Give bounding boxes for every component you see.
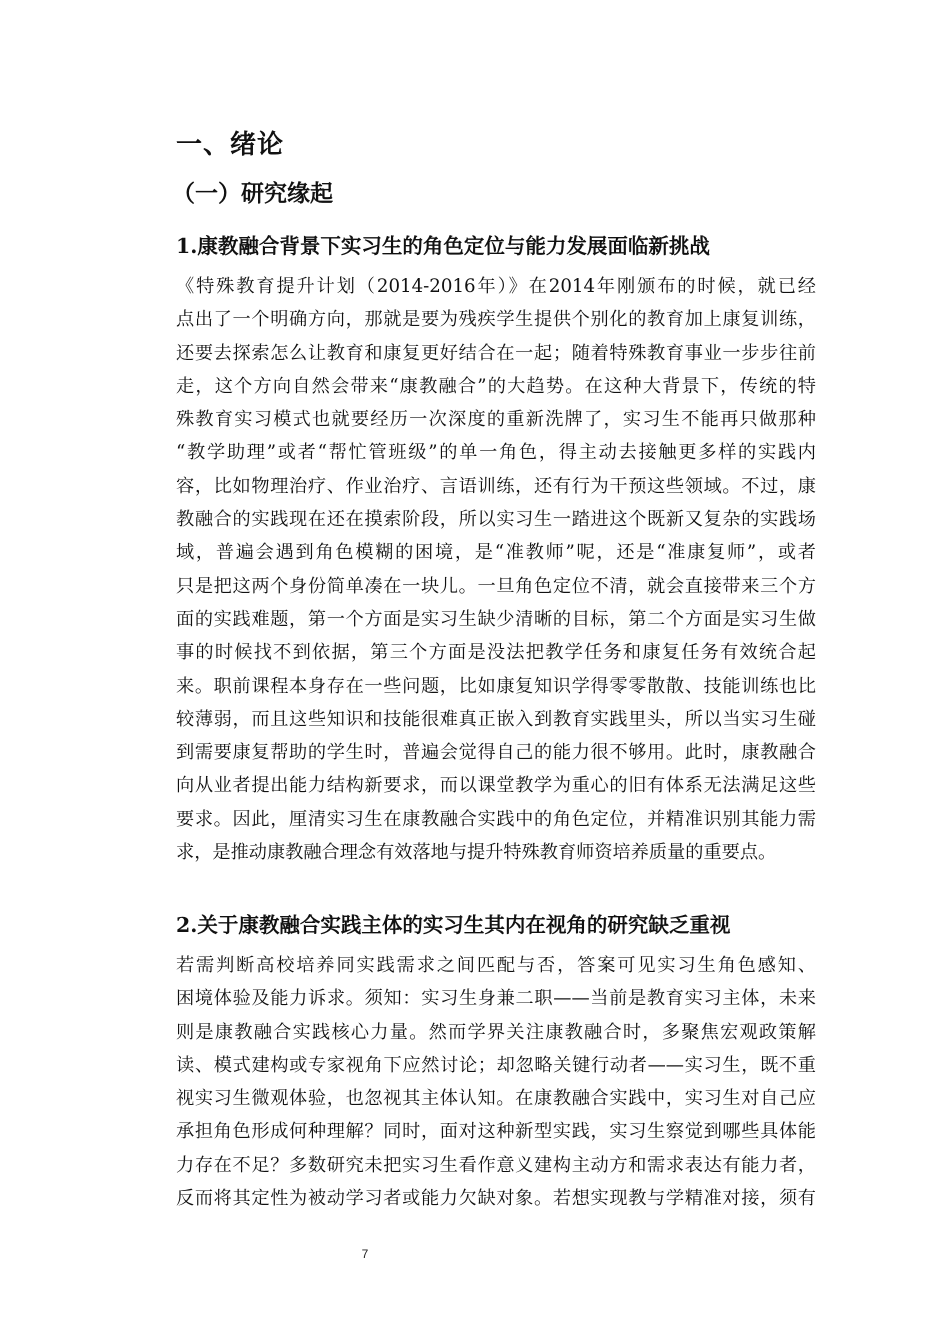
section-heading: （一）研究缘起 <box>172 180 333 207</box>
text-line: 点出了一个明确方向，那就是要为残疾学生提供个别化的教育加上康复训练， <box>176 309 816 331</box>
paragraph-1 <box>176 270 816 869</box>
text-line: 殊教育实习模式也就要经历一次深度的重新洗牌了，实习生不能再只做那种 <box>176 409 816 431</box>
text-line: 面的实践难题，第一个方面是实习生缺少清晰的目标，第二个方面是实习生做 <box>176 608 816 630</box>
text-line: 事的时候找不到依据，第三个方面是没法把教学任务和康复任务有效统合起 <box>176 642 816 664</box>
chapter-heading: 一、绪论 <box>176 130 285 160</box>
text-line: 容，比如物理治疗、作业治疗、言语训练，还有行为干预这些领域。不过，康 <box>176 475 816 497</box>
text-line: 走，这个方向自然会带来“康教融合”的大趋势。在这种大背景下，传统的特 <box>176 375 816 397</box>
paragraph-2 <box>176 949 816 1215</box>
text-line: 则是康教融合实践核心力量。然而学界关注康教融合时，多聚焦宏观政策解 <box>176 1021 816 1043</box>
text-line: 力存在不足？多数研究未把实习生看作意义建构主动方和需求表达有能力者， <box>176 1154 816 1176</box>
text-line: 要求。因此，厘清实习生在康教融合实践中的角色定位，并精准识别其能力需 <box>176 808 816 830</box>
text-line: 读、模式建构或专家视角下应然讨论；却忽略关键行动者——实习生，既不重 <box>176 1054 816 1076</box>
text-line: 困境体验及能力诉求。须知：实习生身兼二职——当前是教育实习主体，未来 <box>176 988 816 1010</box>
subsection-heading-2: 2.关于康教融合实践主体的实习生其内在视角的研究缺乏重视 <box>176 913 731 937</box>
subsection-heading-1: 1.康教融合背景下实习生的角色定位与能力发展面临新挑战 <box>176 234 710 258</box>
text-line: 向从业者提出能力结构新要求，而以课堂教学为重心的旧有体系无法满足这些 <box>176 775 816 797</box>
text-line: 来。职前课程本身存在一些问题，比如康复知识学得零零散散、技能训练也比 <box>176 675 816 697</box>
text-line: 承担角色形成何种理解？同时，面对这种新型实践，实习生察觉到哪些具体能 <box>176 1121 816 1143</box>
text-line: 求，是推动康教融合理念有效落地与提升特殊教育师资培养质量的重要点。 <box>176 842 777 864</box>
text-line: 若需判断高校培养同实践需求之间匹配与否，答案可见实习生角色感知、 <box>176 955 816 976</box>
text-line: 较薄弱，而且这些知识和技能很难真正嵌入到教育实践里头，所以当实习生碰 <box>176 708 816 730</box>
text-line: 反而将其定性为被动学习者或能力欠缺对象。若想实现教与学精准对接，须有 <box>176 1188 816 1210</box>
text-line: 视实习生微观体验，也忽视其主体认知。在康教融合实践中，实习生对自己应 <box>176 1088 816 1110</box>
text-line: 教融合的实践现在还在摸索阶段，所以实习生一踏进这个既新又复杂的实践场 <box>176 509 816 531</box>
text-line: “教学助理”或者“帮忙管班级”的单一角色，得主动去接触更多样的实践内 <box>176 442 816 464</box>
page-number: 7 <box>361 1247 369 1261</box>
text-line: 只是把这两个身份简单凑在一块儿。一旦角色定位不清，就会直接带来三个方 <box>176 575 816 597</box>
text-line: 到需要康复帮助的学生时，普遍会觉得自己的能力很不够用。此时，康教融合 <box>176 742 816 764</box>
text-line: 域，普遍会遇到角色模糊的困境，是“准教师”呢，还是“准康复师”，或者 <box>176 542 816 564</box>
text-line: 还要去探索怎么让教育和康复更好结合在一起；随着特殊教育事业一步步往前 <box>176 342 816 364</box>
text-line: 《特殊教育提升计划（2014-2016年）》在2014年刚颁布的时候，就已经 <box>176 276 816 297</box>
